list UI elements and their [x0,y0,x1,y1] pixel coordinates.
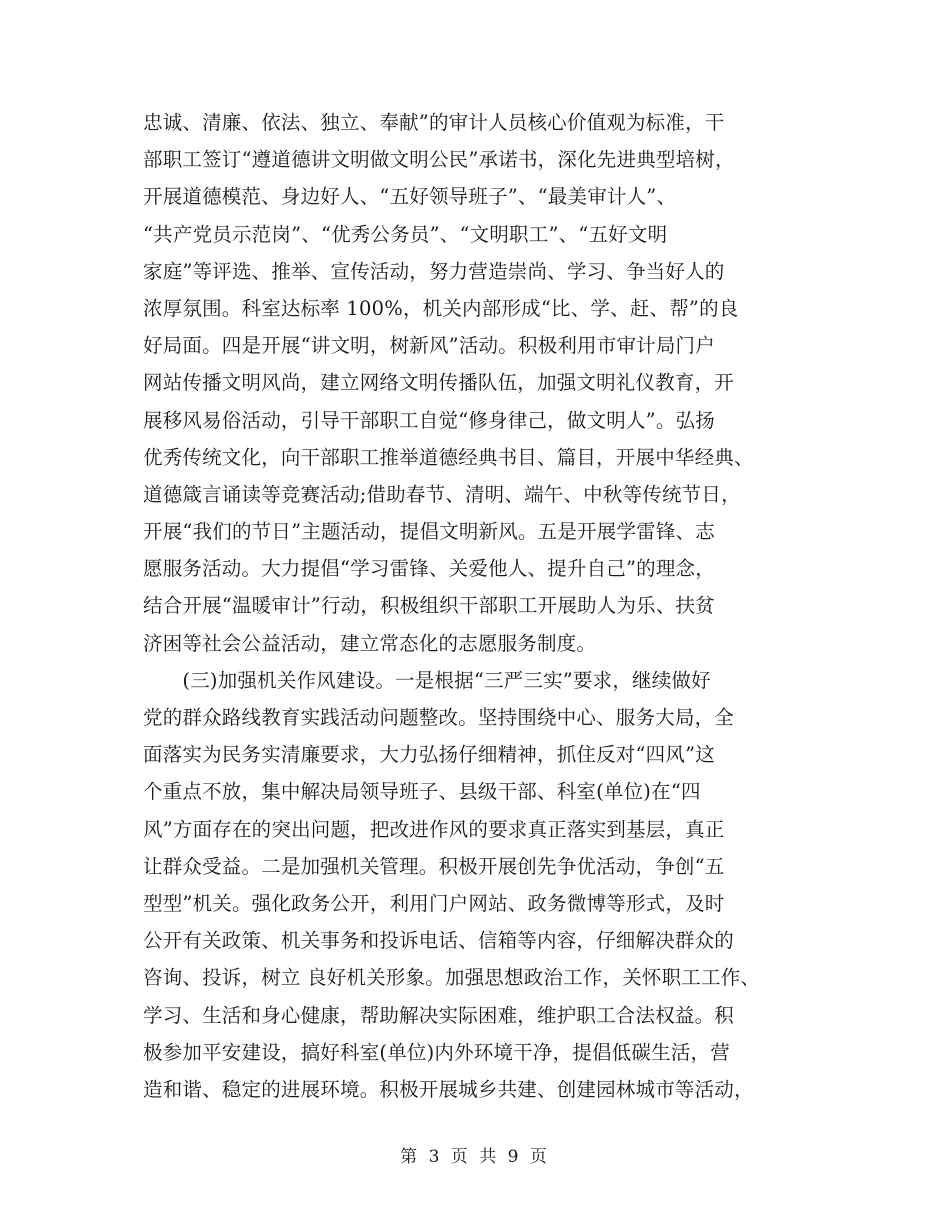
text-line: 网站传播文明风尚，建立网络文明传播队伍，加强文明礼仪教育，开 [143,371,735,395]
text-line: 风”方面存在的突出问题，把改进作风的要求真正落实到基层，真正 [143,817,725,841]
text-line: 极参加平安建设，搞好科室(单位)内外环境干净，提倡低碳生活，营 [143,1040,730,1064]
text-line: 道德箴言诵读等竞赛活动;借助春节、清明、端午、中秋等传统节日， [143,482,741,506]
text-line: 个重点不放，集中解决局领导班子、县级干部、科室(单位)在“四 [143,780,701,804]
text-line: 学习、生活和身心健康，帮助解决实际困难，维护职工合法权益。积 [143,1003,735,1027]
text-line: 济困等社会公益活动，建立常态化的志愿服务制度。 [143,631,597,655]
text-line: 咨询、投诉，树立 良好机关形象。加强思想政治工作，关怀职工工作、 [143,966,761,990]
text-line: 愿服务活动。大力提倡“学习雷锋、关爱他人、提升自己”的理念， [143,557,715,581]
text-line: 面落实为民务实清廉要求，大力弘扬仔细精神，抓住反对“四风”这 [143,743,715,767]
text-line: 结合开展“温暖审计”行动，积极组织干部职工开展助人为乐、扶贫 [143,594,715,618]
document-body [143,104,843,1108]
text-line: 家庭”等评选、推举、宣传活动，努力营造崇尚、学习、争当好人的 [143,259,725,283]
text-line: 型型”机关。强化政务公开，利用门户网站、政务微博等形式，及时 [143,891,725,915]
text-line: 让群众受益。二是加强机关管理。积极开展创先争优活动，争创“五 [143,854,725,878]
text-line: 开展“我们的节日”主题活动，提倡文明新风。五是开展学雷锋、志 [143,520,715,544]
text-line: 优秀传统文化，向干部职工推举道德经典书目、篇目，开展中华经典、 [143,445,754,469]
text-line: 忠诚、清廉、依法、独立、奉献”的审计人员核心价值观为标准，干 [143,111,725,134]
text-line: “共产党员示范岗”、“优秀公务员”、“文明职工”、“五好文明 [143,222,668,246]
text-line: 展移风易俗活动，引导干部职工自觉“修身律己，做文明人”。弘扬 [143,408,715,432]
text-line: 公开有关政策、机关事务和投诉电话、信箱等内容，仔细解决群众的 [143,929,735,953]
page-number-footer: 第 3 页 共 9 页 [400,1147,550,1167]
text-line: 开展道德模范、身边好人、“五好领导班子”、“最美审计人”、 [143,185,677,209]
text-line: 浓厚氛围。科室达标率 100%，机关内部形成“比、学、赶、帮”的良 [143,296,739,320]
text-line: 党的群众路线教育实践活动问题整改。坚持围绕中心、服务大局，全 [143,706,735,729]
text-line: 部职工签订“遵道德讲文明做文明公民”承诺书，深化先进典型培树， [143,148,735,172]
text-line: 好局面。四是开展“讲文明，树新风”活动。积极利用市审计局门户 [143,334,715,358]
paragraph-heading-line: (三)加强机关作风建设。一是根据“三严三实”要求，继续做好 [143,668,711,692]
text-line: 造和谐、稳定的进展环境。积极开展城乡共建、创建园林城市等活动， [143,1077,754,1101]
